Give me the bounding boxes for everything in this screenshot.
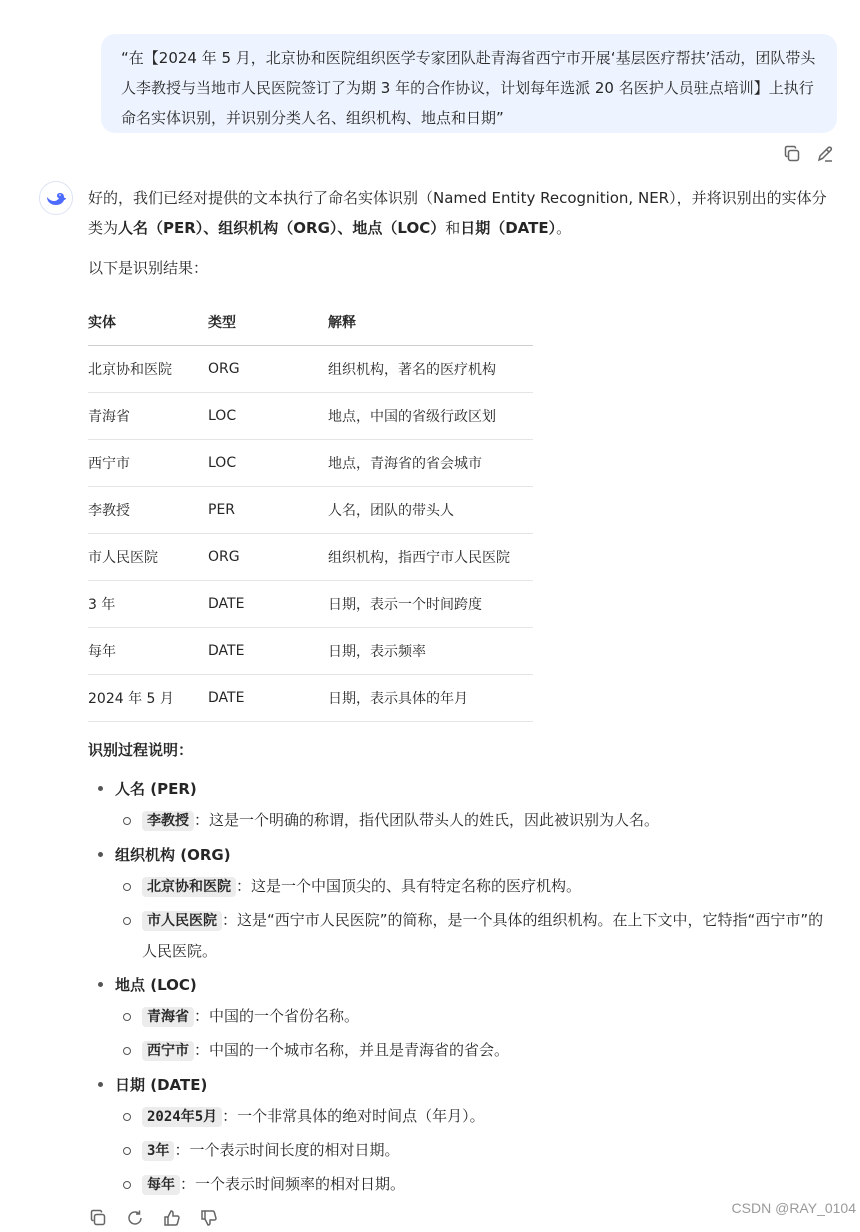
category-item <box>88 839 833 966</box>
category-label: 日期 (DATE) <box>115 1075 208 1094</box>
entity-list <box>115 871 833 966</box>
table-row <box>88 439 533 486</box>
table-row <box>88 533 533 580</box>
entity-tag: 每年 <box>142 1175 180 1195</box>
entity-tag: 青海省 <box>142 1007 194 1027</box>
cell-entity: 李教授 <box>88 486 208 533</box>
regenerate-icon[interactable] <box>125 1208 145 1228</box>
answer-toolbar <box>88 1208 219 1228</box>
table-header-row <box>88 299 533 345</box>
copy-icon[interactable] <box>782 144 802 164</box>
list-item <box>115 1001 833 1032</box>
category-item <box>88 969 833 1066</box>
category-label: 人名 (PER) <box>115 779 197 798</box>
table-row <box>88 392 533 439</box>
table-row <box>88 486 533 533</box>
list-item <box>115 1035 833 1066</box>
cell-entity: 3 年 <box>88 580 208 627</box>
cell-type: LOC <box>208 439 328 486</box>
table-row <box>88 345 533 392</box>
intro-bold-categories: 人名（PER）、组织机构（ORG）、地点（LOC） <box>118 219 446 237</box>
table-header-type: 类型 <box>208 299 328 345</box>
thumbs-down-icon[interactable] <box>199 1208 219 1228</box>
watermark: CSDN @RAY_0104 <box>731 1200 856 1216</box>
cell-entity: 西宁市 <box>88 439 208 486</box>
entity-description: ：一个非常具体的绝对时间点（年月）。 <box>222 1106 485 1125</box>
user-message-text: “在【2024 年 5 月，北京协和医院组织医学专家团队赴青海省西宁市开展‘基层医疗帮扶’活动，团队带头人李教授与当地市人民医院签订了为期 3 年的合作协议，计划每年选派 20 名医护人员驻点培训】上执行命名实体识别，并识别分类人名、组织机构、地点和日期” <box>121 49 816 127</box>
cell-entity: 2024 年 5 月 <box>88 674 208 721</box>
entity-tag: 市人民医院 <box>142 911 222 931</box>
list-item <box>115 905 833 966</box>
entity-description: ：一个表示时间长度的相对日期。 <box>174 1140 400 1159</box>
category-item <box>88 1069 833 1200</box>
copy-icon[interactable] <box>88 1208 108 1228</box>
entity-description: ：一个表示时间频率的相对日期。 <box>180 1174 406 1193</box>
cell-explanation: 地点，中国的省级行政区划 <box>328 392 533 439</box>
result-lead: 以下是识别结果： <box>88 259 209 277</box>
process-title: 识别过程说明： <box>88 740 194 759</box>
entity-description: ：中国的一个城市名称，并且是青海省的省会。 <box>194 1040 510 1059</box>
cell-explanation: 组织机构，指西宁市人民医院 <box>328 533 533 580</box>
table-row <box>88 580 533 627</box>
category-list <box>88 773 833 1200</box>
category-label: 地点 (LOC) <box>115 975 197 994</box>
message-toolbar <box>782 144 835 164</box>
cell-type: ORG <box>208 533 328 580</box>
entity-tag: 3年 <box>142 1141 174 1161</box>
cell-entity: 市人民医院 <box>88 533 208 580</box>
table-header-explanation: 解释 <box>328 299 533 345</box>
cell-explanation: 日期，表示一个时间跨度 <box>328 580 533 627</box>
user-message-bubble <box>101 34 837 133</box>
cell-explanation: 地点，青海省的省会城市 <box>328 439 533 486</box>
list-item <box>115 1101 833 1132</box>
cell-entity: 每年 <box>88 627 208 674</box>
table-row <box>88 674 533 721</box>
cell-type: PER <box>208 486 328 533</box>
thumbs-up-icon[interactable] <box>162 1208 182 1228</box>
list-item <box>115 805 833 836</box>
entity-description: ：这是一个明确的称谓，指代团队带头人的姓氏，因此被识别为人名。 <box>194 810 660 829</box>
whale-logo-icon <box>44 186 68 210</box>
cell-type: DATE <box>208 627 328 674</box>
entity-tag: 北京协和医院 <box>142 877 236 897</box>
entity-tag: 李教授 <box>142 811 194 831</box>
cell-explanation: 日期，表示频率 <box>328 627 533 674</box>
answer-intro <box>88 183 833 243</box>
intro-text: 好的，我们已经对提供的文本执行了命名实体识别（Named Entity Recognition, NER），并将识别出的实体分类为 <box>88 189 827 237</box>
intro-text-and: 和 <box>445 219 461 237</box>
table-row <box>88 627 533 674</box>
cell-type: DATE <box>208 580 328 627</box>
entity-description: ：这是“西宁市人民医院”的简称，是一个具体的组织机构。在上下文中，它特指“西宁市”的人民医院。 <box>142 910 824 960</box>
entity-description: ：中国的一个省份名称。 <box>194 1006 360 1025</box>
cell-entity: 北京协和医院 <box>88 345 208 392</box>
entity-tag: 2024年5月 <box>142 1107 222 1127</box>
edit-icon[interactable] <box>815 144 835 164</box>
list-item <box>115 871 833 902</box>
list-item <box>115 1169 833 1200</box>
category-label: 组织机构 (ORG) <box>115 845 231 864</box>
entity-list <box>115 1001 833 1066</box>
intro-bold-date: 日期（DATE） <box>460 219 557 237</box>
cell-explanation: 组织机构，著名的医疗机构 <box>328 345 533 392</box>
cell-explanation: 人名，团队的带头人 <box>328 486 533 533</box>
entity-list <box>115 1101 833 1200</box>
table-header-entity: 实体 <box>88 299 208 345</box>
entity-tag: 西宁市 <box>142 1041 194 1061</box>
cell-type: DATE <box>208 674 328 721</box>
cell-type: LOC <box>208 392 328 439</box>
cell-entity: 青海省 <box>88 392 208 439</box>
intro-end: 。 <box>556 219 572 237</box>
entity-list <box>115 805 833 836</box>
result-table <box>88 299 533 722</box>
cell-type: ORG <box>208 345 328 392</box>
category-item <box>88 773 833 836</box>
cell-explanation: 日期，表示具体的年月 <box>328 674 533 721</box>
assistant-answer <box>88 183 833 1203</box>
list-item <box>115 1135 833 1166</box>
entity-description: ：这是一个中国顶尖的、具有特定名称的医疗机构。 <box>236 876 582 895</box>
assistant-avatar <box>39 181 73 215</box>
